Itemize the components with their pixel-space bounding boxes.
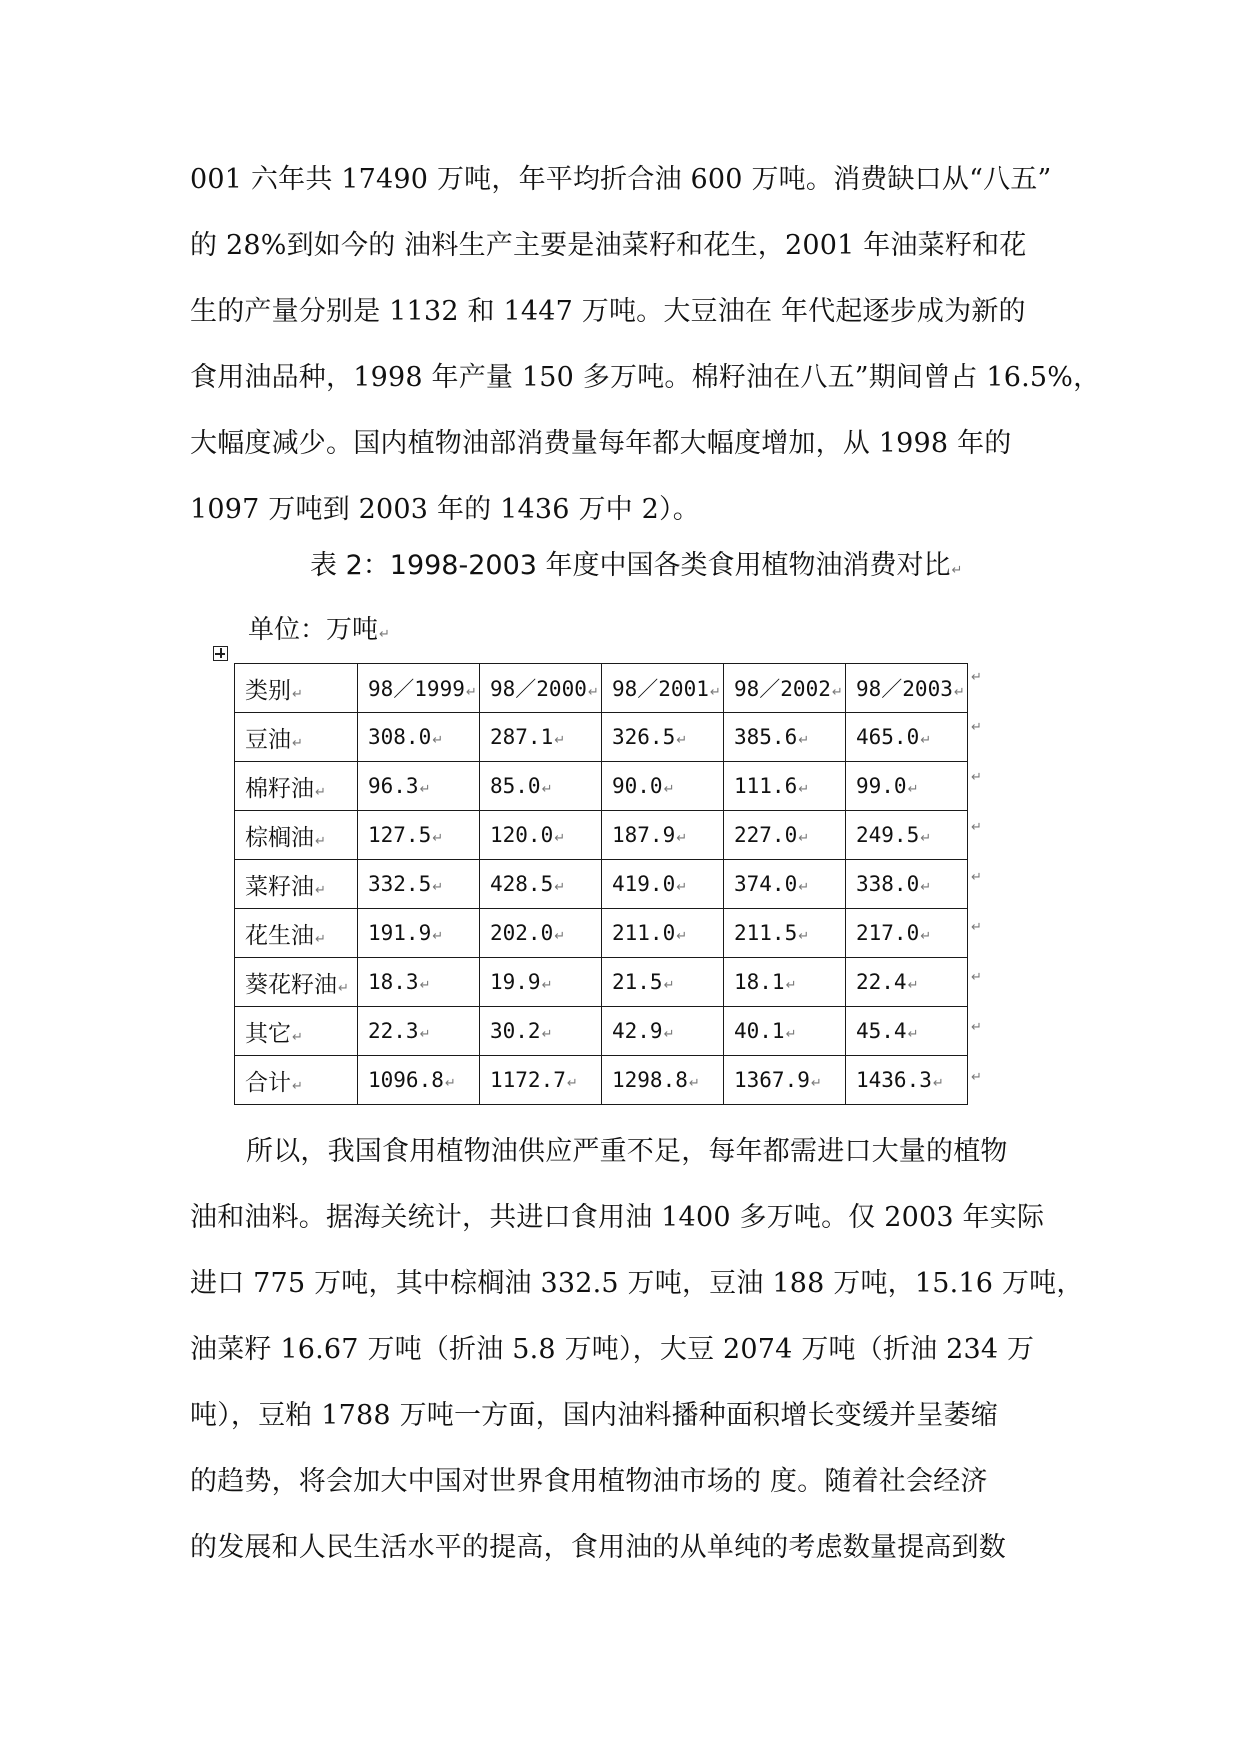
table-row: [235, 811, 968, 860]
table-row: [235, 762, 968, 811]
table-row-total: [235, 1056, 968, 1105]
table-cell: 40.1↵: [724, 1007, 846, 1056]
table-cell: 187.9↵: [602, 811, 724, 860]
paragraph-2-line: 吨），豆粕 1788 万吨一方面，国内油料播种面积增长变缓并呈萎缩: [190, 1400, 998, 1431]
table-cell: 42.9↵: [602, 1007, 724, 1056]
row-end-mark-icon: ↵: [971, 670, 982, 685]
table-cell-category: 花生油↵: [235, 909, 358, 958]
table-cell: 21.5↵: [602, 958, 724, 1007]
row-end-mark-icon: ↵: [971, 720, 982, 735]
table-header-cell: 98／1999↵: [358, 664, 480, 713]
table-move-handle-icon[interactable]: [213, 646, 228, 661]
table-cell-category: 其它↵: [235, 1007, 358, 1056]
table-cell-category: 棕榈油↵: [235, 811, 358, 860]
table-cell: 326.5↵: [602, 713, 724, 762]
table-cell: 127.5↵: [358, 811, 480, 860]
table-row: [235, 1007, 968, 1056]
table-caption: 表 2：1998-2003 年度中国各类食用植物油消费对比↵: [310, 550, 963, 581]
row-end-mark-icon: ↵: [971, 970, 982, 985]
table-cell: 249.5↵: [846, 811, 968, 860]
table-header-cell: 98／2002↵: [724, 664, 846, 713]
paragraph-2-line: 进口 775 万吨，其中棕榈油 332.5 万吨，豆油 188 万吨，15.16 万吨，: [190, 1268, 1084, 1299]
table-cell: 465.0↵: [846, 713, 968, 762]
table-header-cell: 类别↵: [235, 664, 358, 713]
paragraph-1-line: 大幅度减少。国内植物油部消费量每年都大幅度增加，从 1998 年的: [190, 428, 1012, 459]
paragraph-1-line: 食用油品种，1998 年产量 150 多万吨。棉籽油在八五”期间曾占 16.5%，: [190, 362, 1101, 393]
table-cell: 96.3↵: [358, 762, 480, 811]
table-cell-category: 合计↵: [235, 1056, 358, 1105]
table-cell: 202.0↵: [480, 909, 602, 958]
table-cell: 45.4↵: [846, 1007, 968, 1056]
table-cell-category: 豆油↵: [235, 713, 358, 762]
table-cell: 90.0↵: [602, 762, 724, 811]
table-cell: 1096.8↵: [358, 1056, 480, 1105]
table-row: [235, 713, 968, 762]
table-cell: 1367.9↵: [724, 1056, 846, 1105]
table-cell-category: 菜籽油↵: [235, 860, 358, 909]
table-row: [235, 958, 968, 1007]
table-cell: 19.9↵: [480, 958, 602, 1007]
table-row: [235, 909, 968, 958]
paragraph-2-line: 所以，我国食用植物油供应严重不足，每年都需进口大量的植物: [246, 1136, 1008, 1167]
table-cell: 217.0↵: [846, 909, 968, 958]
table-cell: 287.1↵: [480, 713, 602, 762]
paragraph-1-line: 001 六年共 17490 万吨，年平均折合油 600 万吨。消费缺口从“八五”: [190, 164, 1052, 195]
row-end-mark-icon: ↵: [971, 870, 982, 885]
table-cell: 1436.3↵: [846, 1056, 968, 1105]
table-cell: 18.3↵: [358, 958, 480, 1007]
table-cell: 1298.8↵: [602, 1056, 724, 1105]
table-unit: 单位：万吨↵: [248, 615, 390, 645]
consumption-table: [234, 663, 968, 1105]
table-cell: 308.0↵: [358, 713, 480, 762]
table-cell: 419.0↵: [602, 860, 724, 909]
paragraph-2-line: 油菜籽 16.67 万吨（折油 5.8 万吨），大豆 2074 万吨（折油 234 万: [190, 1334, 1035, 1365]
table-header-cell: 98／2003↵: [846, 664, 968, 713]
table-cell: 120.0↵: [480, 811, 602, 860]
paragraph-1-line: 的 28%到如今的 油料生产主要是油菜籽和花生，2001 年油菜籽和花: [190, 230, 1027, 261]
row-end-mark-icon: ↵: [971, 1070, 982, 1085]
table-cell: 191.9↵: [358, 909, 480, 958]
table-cell: 385.6↵: [724, 713, 846, 762]
table-cell-category: 棉籽油↵: [235, 762, 358, 811]
table-cell: 111.6↵: [724, 762, 846, 811]
table-cell: 332.5↵: [358, 860, 480, 909]
table-cell-category: 葵花籽油↵: [235, 958, 358, 1007]
row-end-mark-icon: ↵: [971, 770, 982, 785]
paragraph-2-line: 的发展和人民生活水平的提高，食用油的从单纯的考虑数量提高到数: [190, 1532, 1006, 1563]
table-cell: 18.1↵: [724, 958, 846, 1007]
table-cell: 22.4↵: [846, 958, 968, 1007]
table-cell: 374.0↵: [724, 860, 846, 909]
table-cell: 85.0↵: [480, 762, 602, 811]
row-end-mark-icon: ↵: [971, 920, 982, 935]
row-end-mark-icon: ↵: [971, 1020, 982, 1035]
table-cell: 211.0↵: [602, 909, 724, 958]
paragraph-2-line: 的趋势，将会加大中国对世界食用植物油市场的 度。随着社会经济: [190, 1466, 988, 1497]
table-cell: 1172.7↵: [480, 1056, 602, 1105]
table-row: [235, 860, 968, 909]
table-cell: 227.0↵: [724, 811, 846, 860]
table-header-cell: 98／2000↵: [480, 664, 602, 713]
paragraph-2-line: 油和油料。据海关统计，共进口食用油 1400 多万吨。仅 2003 年实际: [190, 1202, 1045, 1233]
paragraph-1-line: 1097 万吨到 2003 年的 1436 万中 2）。: [190, 494, 700, 525]
table-cell: 338.0↵: [846, 860, 968, 909]
table-cell: 99.0↵: [846, 762, 968, 811]
table-cell: 211.5↵: [724, 909, 846, 958]
row-end-mark-icon: ↵: [971, 820, 982, 835]
table-header-row: [235, 664, 968, 713]
table-cell: 428.5↵: [480, 860, 602, 909]
table-header-cell: 98／2001↵: [602, 664, 724, 713]
table-cell: 22.3↵: [358, 1007, 480, 1056]
paragraph-1-line: 生的产量分别是 1132 和 1447 万吨。大豆油在 年代起逐步成为新的: [190, 296, 1026, 327]
table-cell: 30.2↵: [480, 1007, 602, 1056]
